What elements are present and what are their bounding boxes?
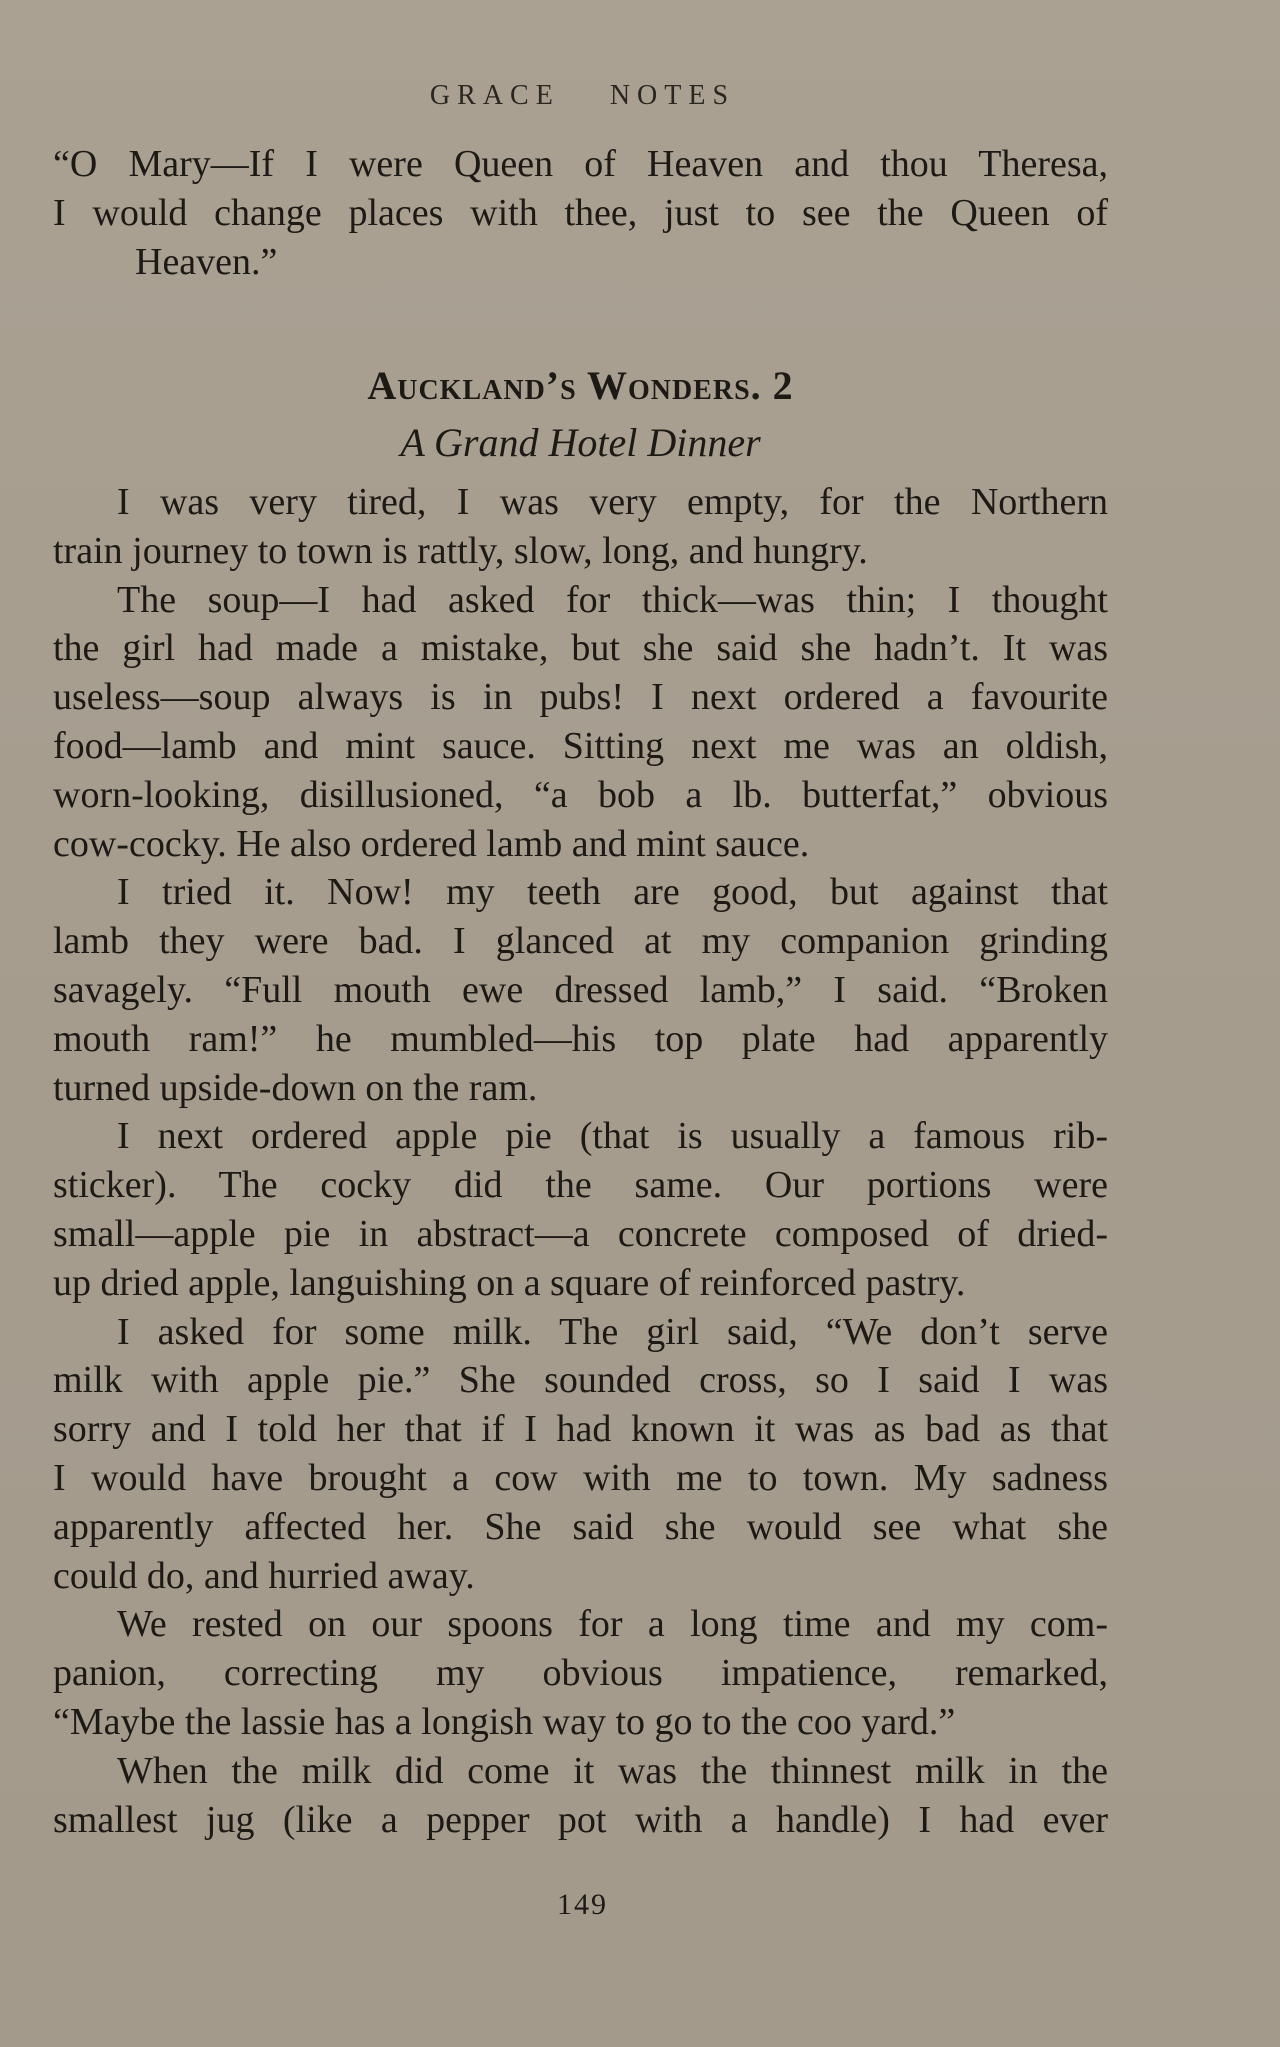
text-line: could do, and hurried away. [53,1554,475,1597]
paragraph [53,1747,1108,1845]
text-line: worn-looking, disillusioned, “a bob a lb. butterfat,” obvious [53,773,1108,816]
text-line: train journey to town is rattly, slow, long, and hungry. [53,529,868,572]
text-line: The soup—I had asked for thick—was thin; I thought [117,578,1108,621]
quote-block [53,140,1108,286]
quote-line: I would change places with thee, just to see the Queen of [53,191,1108,234]
text-line: useless—soup always is in pubs! I next ordered a favourite [53,676,1108,719]
text-line: sticker). The cocky did the same. Our portions were [53,1164,1108,1207]
text-line: the girl had made a mistake, but she said she hadn’t. It was [53,627,1108,670]
text-line: I would have brought a cow with me to town. My sadness [53,1456,1108,1499]
running-head-word: GRACE [429,80,560,111]
article-heading: Auckland’s Wonders. 2 [367,363,794,409]
paragraph [53,868,1108,1112]
text-line: sorry and I told her that if I had known it was as bad as that [53,1408,1108,1451]
text-block [53,140,1108,1844]
text-line: small—apple pie in abstract—a concrete composed of dried- [53,1212,1108,1255]
text-line: When the milk did come it was the thinnest milk in the [117,1749,1108,1792]
page-number: 149 [557,1888,608,1921]
article-body [53,478,1108,1844]
text-line: We rested on our spoons for a long time and my com- [117,1603,1108,1646]
text-line: food—lamb and mint sauce. Sitting next me was an oldish, [53,724,1108,767]
text-line: panion, correcting my obvious impatience, remarked, [53,1652,1108,1695]
text-line: I next ordered apple pie (that is usually a famous rib- [117,1115,1108,1158]
text-line: cow-cocky. He also ordered lamb and mint sauce. [53,822,810,865]
paragraph [53,576,1108,869]
text-line: “Maybe the lassie has a longish way to go to the coo yard.” [53,1700,956,1743]
text-line: mouth ram!” he mumbled—his top plate had apparently [53,1017,1108,1060]
text-line: turned upside-down on the ram. [53,1066,538,1109]
text-line: savagely. “Full mouth ewe dressed lamb,” I said. “Broken [53,968,1108,1011]
paragraph [53,478,1108,576]
text-line: smallest jug (like a pepper pot with a handle) I had ever [53,1798,1108,1841]
paragraph [53,1308,1108,1601]
text-line: apparently affected her. She said she would see what she [53,1505,1108,1548]
running-head-word: NOTES [609,80,736,111]
text-line: up dried apple, languishing on a square of reinforced pastry. [53,1261,966,1304]
quote-line: Heaven.” [135,240,278,283]
paragraph [53,1600,1108,1746]
text-line: I tried it. Now! my teeth are good, but against that [117,871,1108,914]
article-subheading: A Grand Hotel Dinner [400,420,761,466]
paragraph [53,1112,1108,1307]
text-line: I was very tired, I was very empty, for the Northern [117,480,1108,523]
text-line: milk with apple pie.” She sounded cross, so I said I was [53,1359,1108,1402]
running-head [0,80,1165,112]
text-line: I asked for some milk. The girl said, “We don’t serve [117,1310,1108,1353]
text-line: lamb they were bad. I glanced at my companion grinding [53,920,1108,963]
quote-line: “O Mary—If I were Queen of Heaven and thou Theresa, [53,143,1108,185]
